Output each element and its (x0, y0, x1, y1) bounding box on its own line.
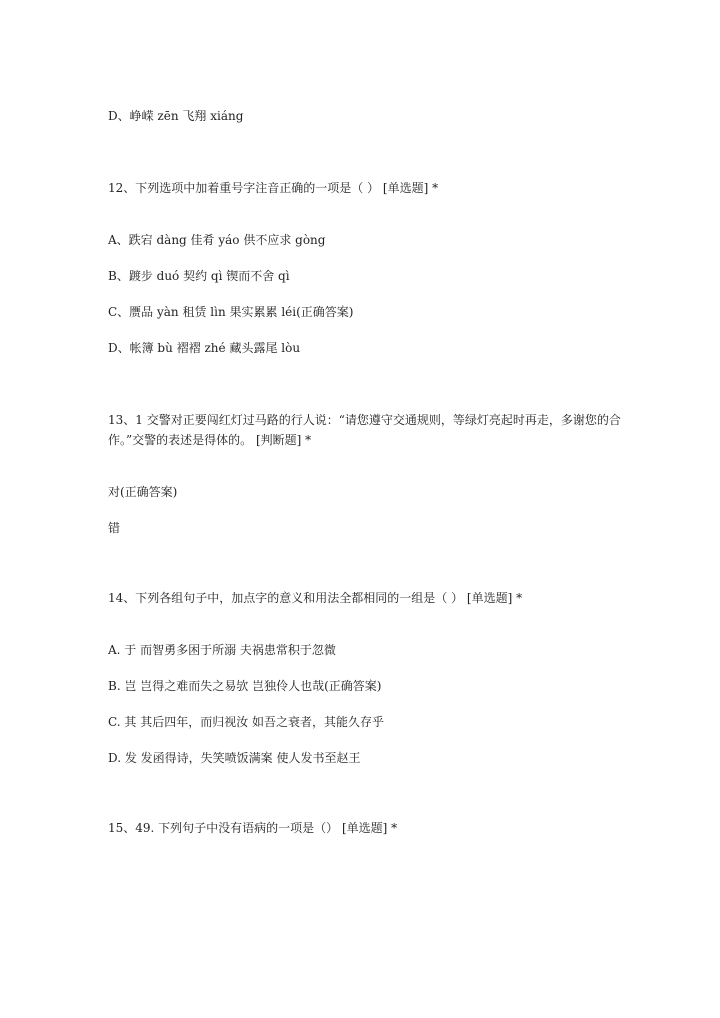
question-12: 12、下列选项中加着重号字注音正确的一项是（ ） [单选题] * (108, 181, 439, 195)
option-true-q13: 对(正确答案) (108, 485, 178, 499)
option-a-q12: A、跌宕 dàng 佳肴 yáo 供不应求 gòng (108, 233, 326, 247)
option-c-q14: C. 其 其后四年，而归视汝 如吾之衰者，其能久存乎 (108, 715, 385, 729)
question-15: 15、49. 下列句子中没有语病的一项是（） [单选题] * (108, 821, 398, 835)
option-false-q13: 错 (108, 521, 121, 535)
option-a-q14: A. 于 而智勇多困于所溺 夫祸患常积于忽微 (108, 643, 336, 657)
question-14: 14、下列各组句子中，加点字的意义和用法全都相同的一组是（ ） [单选题] * (108, 591, 523, 605)
question-13: 13、1 交警对正要闯红灯过马路的行人说：“请您遵守交通规则，等绿灯亮起时再走，多谢您的合作。”交警的表述是得体的。 [判断题] * (108, 413, 621, 447)
option-d-q12: D、帐簿 bù 褶褶 zhé 藏头露尾 lòu (108, 341, 301, 355)
option-d-q11: D、峥嵘 zēn 飞翔 xiáng (108, 109, 244, 123)
option-b-q14: B. 岂 岂得之难而失之易欤 岂独伶人也哉(正确答案) (108, 679, 382, 693)
option-d-q14: D. 发 发函得诗，失笑喷饭满案 使人发书至赵王 (108, 751, 361, 765)
option-b-q12: B、踱步 duó 契约 qì 锲而不舍 qì (108, 269, 290, 283)
option-c-q12: C、赝品 yàn 租赁 lìn 果实累累 léi(正确答案) (108, 305, 354, 319)
